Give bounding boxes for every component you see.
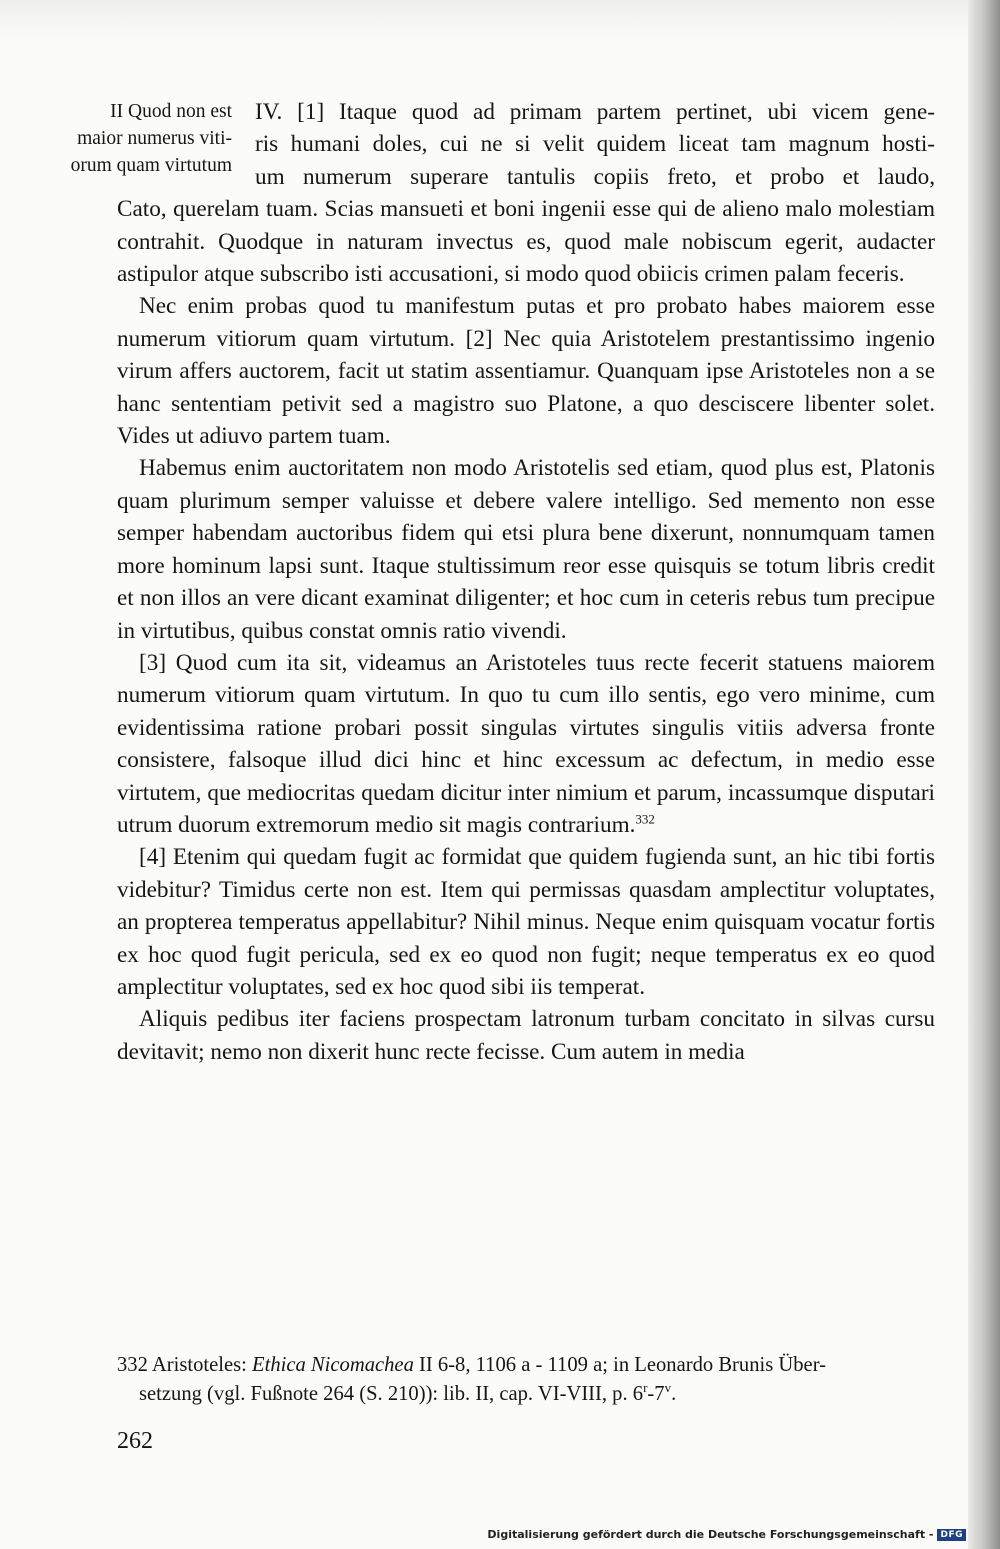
folio-verso: v <box>664 1380 672 1396</box>
paragraph-5: [4] Etenim qui quedam fugit ac formidat que quidem fugienda sunt, an hic tibi fortis videbitur? Timidus certe non est. Item qui permissas quasdam amplectitur voluptates, an propterea temperatus appellabitur? Nihil minus. Neque enim quisquam vocatur fortis ex hoc quod fugit pericula, sed ex eo quod non fugit; neque temperatus ex eo quod amplectitur voluptates, sed ex hoc quod sibi iis temperat. <box>117 844 935 1000</box>
footnote-end: . <box>671 1383 677 1405</box>
footnote-line-2: setzung (vgl. Fußnote 264 (S. 210)): lib. II, cap. VI-VIII, p. 6 <box>139 1383 644 1405</box>
footnote-author: Aristoteles: <box>151 1354 247 1376</box>
paragraph-4 <box>117 647 935 841</box>
margin-note-line: maior numerus viti- <box>77 128 232 149</box>
paragraph-4-text: [3] Quod cum ita sit, videamus an Aristoteles tuus recte fecerit statuens maiorem numerum vitiorum quam virtutum. In quo tu cum illo sentis, ego vero minime, cum evidentissima ratione probari possit singulas virtutes singulis vitiis adversa fronte consistere, falsoque illud dici hinc et hinc excessum ac defectum, in medio esse virtutem, que mediocritas quedam dicitur inter nimium et parum, incassumque disputari utrum duorum extremorum medio sit magis contrarium. <box>117 649 935 838</box>
footnote <box>117 1351 935 1409</box>
dfg-logo-icon: DFG <box>937 1529 966 1541</box>
footnote-reference: 332 <box>635 811 655 827</box>
margin-note-line: orum quam virtutum <box>70 155 232 176</box>
paragraph-1-line: ris humani doles, cui ne si velit quidem liceat tam magnum hosti- <box>255 131 935 158</box>
paragraph-3: Habemus enim auctoritatem non modo Aristotelis sed etiam, quod plus est, Platonis quam plurimum semper valuisse et debere valere intelligo. Sed memento non esse semper habendam auctoribus fidem qui etsi plura bene dixerunt, nonnumquam tamen more hominum lapsi sunt. Itaque stultissimum reor esse quisquis se totum libris credit et non illos an vere dicant examinat diligenter; et hoc cum in ceteris rebus tum precipue in virtutibus, quibus constat omnis ratio vivendi. <box>117 455 935 644</box>
page-number: 262 <box>117 1428 153 1454</box>
folio-recto: r <box>643 1380 648 1396</box>
paragraph-6: Aliquis pedibus iter faciens prospectam latronum turbam concitato in silvas cursu devitavit; nemo non dixerit hunc recte fecisse. Cum autem in media <box>117 1006 935 1065</box>
paragraph-1 <box>117 96 935 290</box>
page-top-shadow <box>0 0 1000 42</box>
paragraph-2: Nec enim probas quod tu manifestum putas et pro probato habes maiorem esse numerum vitiorum quam virtutum. [2] Nec quia Aristotelem prestantissimo ingenio virum affers auctorem, facit ut statim assentiamur. Quanquam ipse Aristoteles non a se hanc sententiam petivit sed a magistro suo Platone, a quo desciscere libenter solet. Vides ut adiuvo partem tuam. <box>117 293 935 450</box>
margin-note-line: II Quod non est <box>110 101 232 122</box>
credit-text: Digitalisierung gefördert durch die Deutsche Forschungsgemeinschaft - <box>487 1528 934 1541</box>
footnote-work-title: Ethica Nicomachea <box>252 1354 414 1376</box>
footnote-number: 332 <box>117 1354 148 1376</box>
body-text <box>117 96 935 1068</box>
paragraph-1-line: um numerum superare tantulis copiis freto, et probo et laudo, <box>255 163 935 190</box>
footnote-reference-text: II 6-8, 1106 a - 1109 a; in Leonardo Brunis Über- <box>419 1354 826 1376</box>
footnote-continuation <box>117 1380 935 1409</box>
folio-dash: -7 <box>647 1383 665 1405</box>
paragraph-1-line: IV. [1] Itaque quod ad primam partem pertinet, ubi vicem gene- <box>255 99 935 125</box>
digitization-credit <box>487 1528 966 1541</box>
page-binding-edge <box>968 0 1000 1549</box>
paragraph-1-rest: Cato, querelam tuam. Scias mansueti et boni ingenii esse qui de alieno malo molestiam contrahit. Quodque in naturam invectus es, quod male nobiscum egerit, audacter astipulor atque subscribo isti accusationi, si modo quod obiicis crimen palam feceris. <box>117 196 935 288</box>
